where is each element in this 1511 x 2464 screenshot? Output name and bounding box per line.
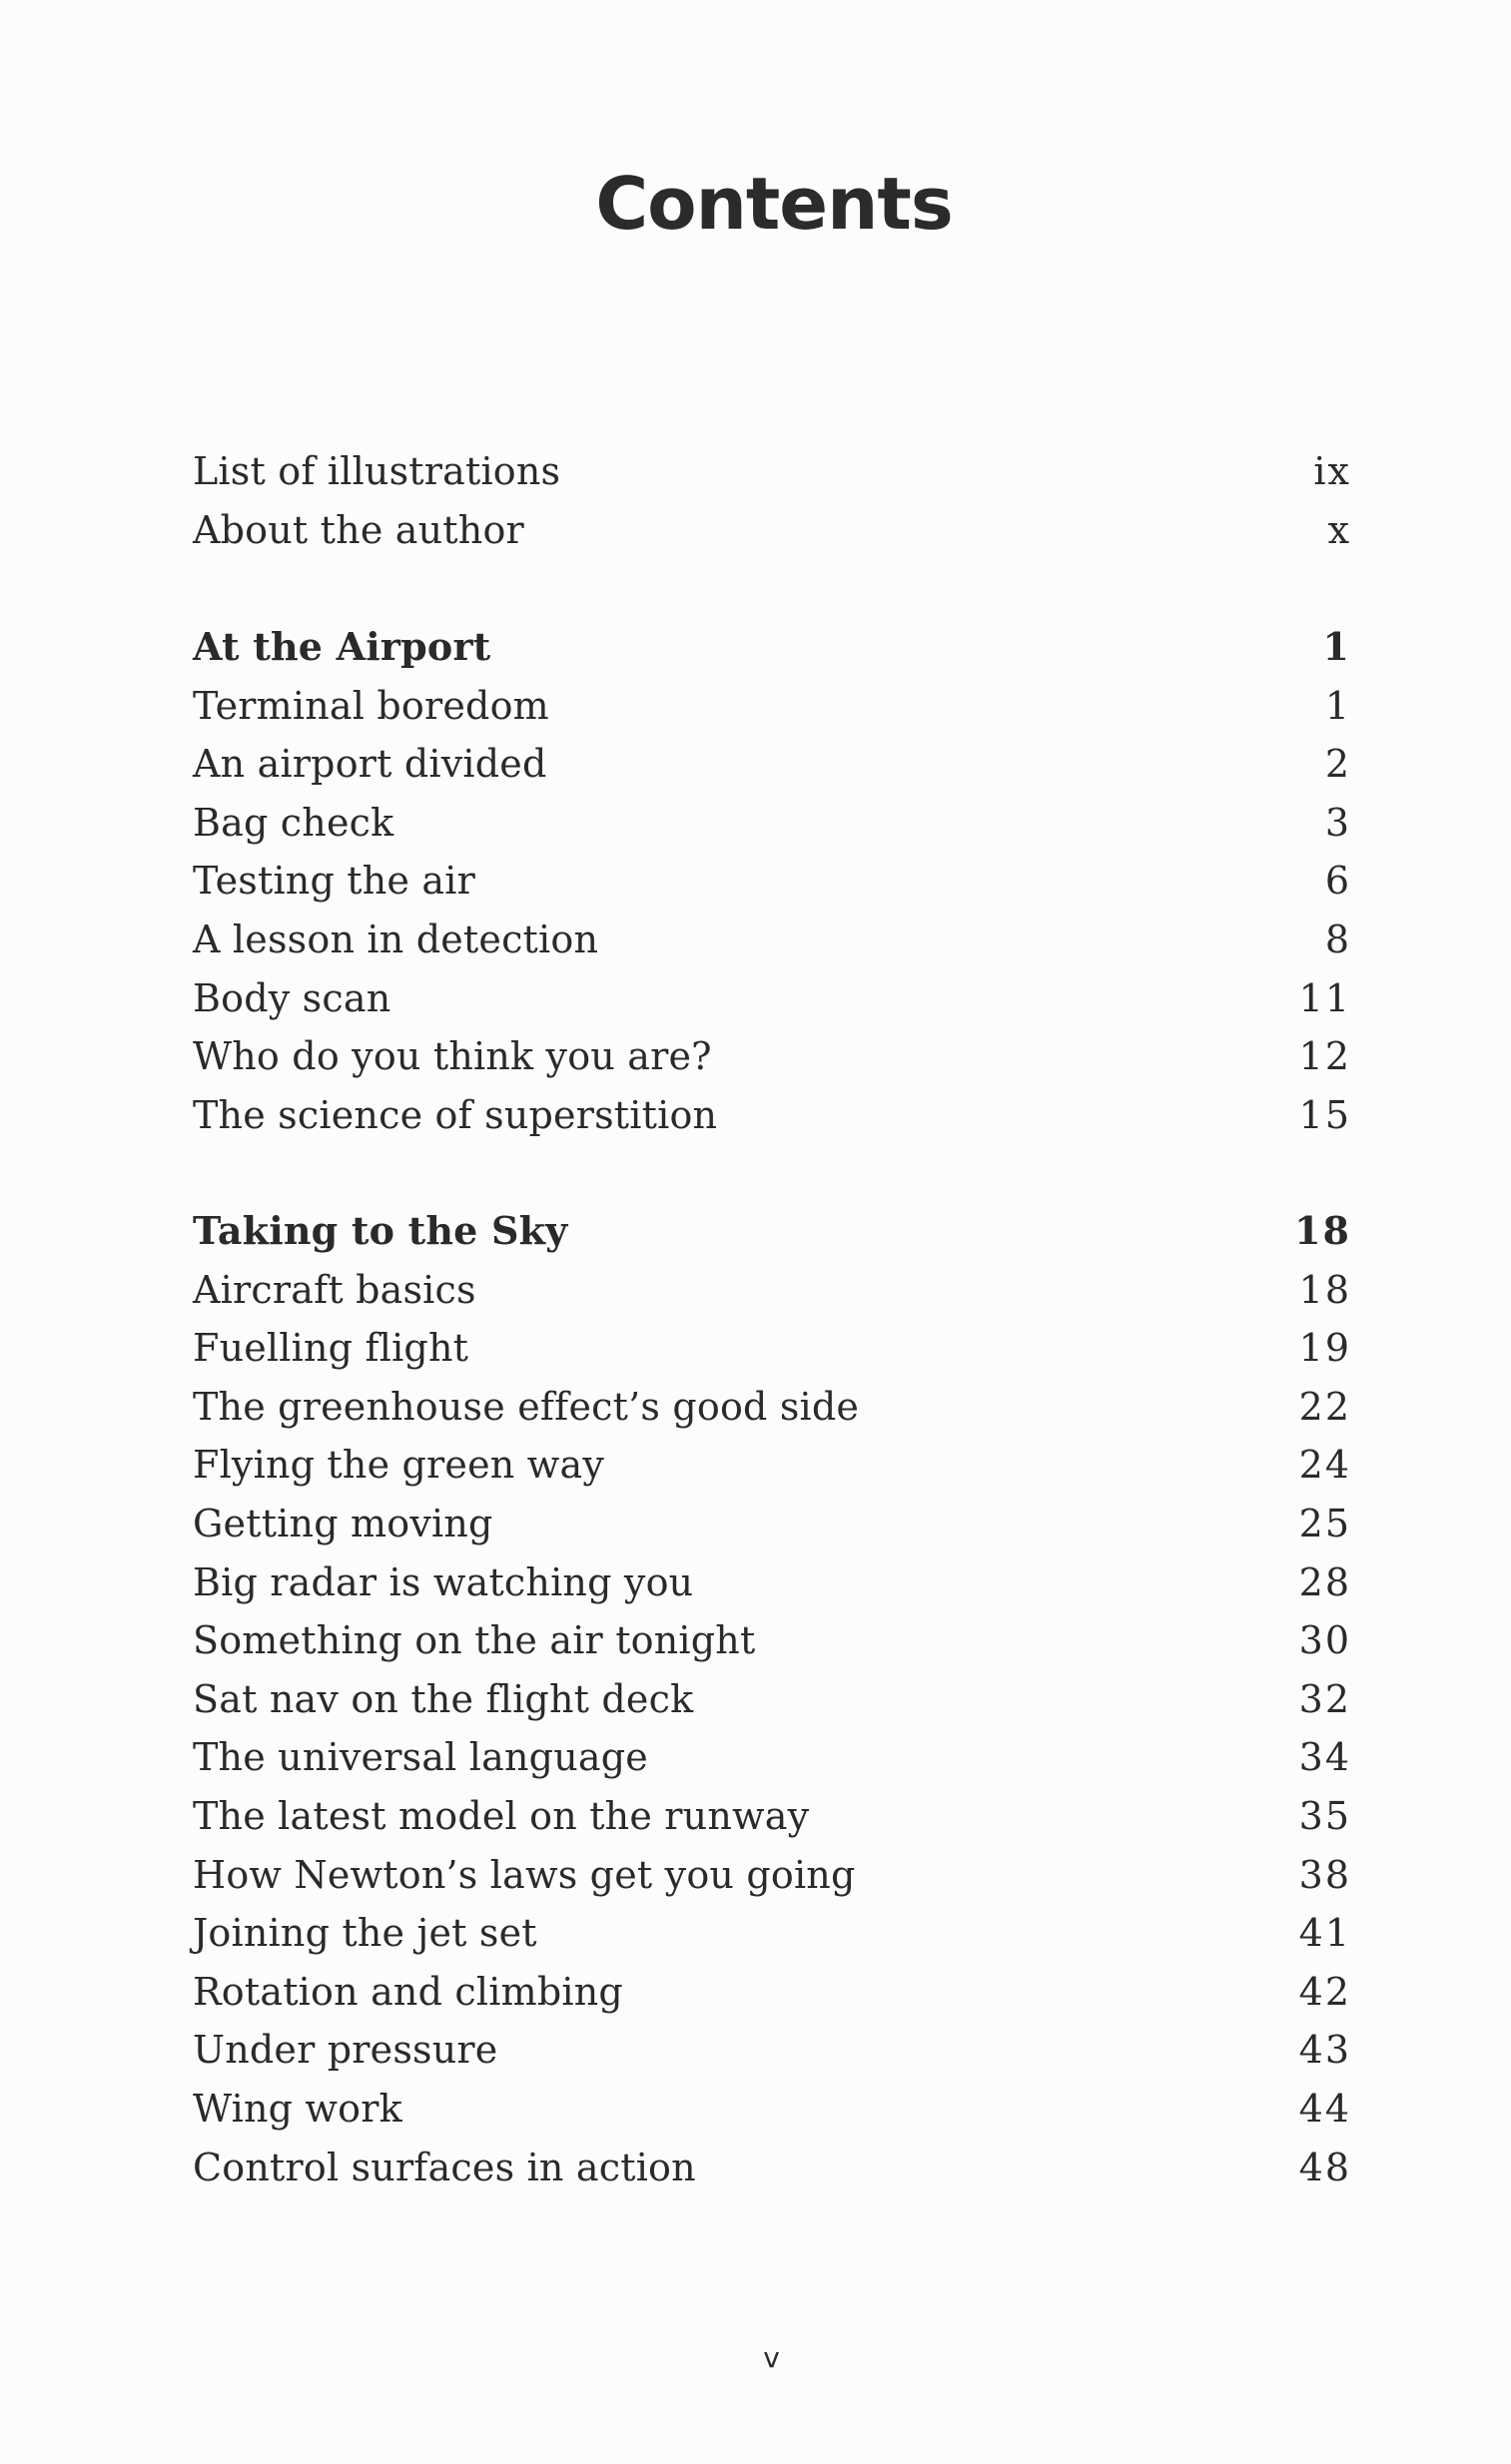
toc-entry-title: Joining the jet set [193,1911,537,1956]
toc-entry-page: 28 [1298,1559,1351,1604]
toc-entry-title: Fuelling flight [193,1326,469,1371]
toc-entry[interactable] [193,1086,1351,1145]
toc-entry-title: Wing work [193,2086,402,2131]
toc-entry-title: Testing the air [193,859,475,904]
toc-entry[interactable] [193,852,1351,911]
toc-entry-page: 35 [1298,1793,1351,1838]
toc-entry[interactable] [193,1495,1351,1553]
toc-entry[interactable] [193,2139,1351,2197]
toc-entry[interactable] [193,1728,1351,1787]
toc-entry-page: 18 [1298,1267,1351,1312]
toc-part-heading[interactable] [193,1202,1351,1261]
toc-entry-title: The greenhouse effect’s good side [193,1384,860,1429]
toc-entry-title: Control surfaces in action [193,2145,696,2189]
toc-entry-page: 32 [1298,1676,1351,1721]
toc-entry-title: About the author [193,507,524,552]
toc-entry-title: Who do you think you are? [193,1034,712,1079]
toc-entry-title: Terminal boredom [193,683,549,728]
toc-entry[interactable] [193,1553,1351,1612]
part-at-the-airport [193,618,1351,1144]
toc-entry-title: Getting moving [193,1501,493,1545]
toc-entry[interactable] [193,1670,1351,1729]
toc-entry-title: The universal language [193,1735,648,1780]
toc-entry-page: 6 [1324,859,1351,904]
toc-entry-page: x [1327,507,1351,552]
toc-entry-title: A lesson in detection [193,917,599,961]
toc-entry-page: 42 [1298,1969,1351,2014]
toc-entry-page: 44 [1298,2086,1351,2131]
toc-entry-page: 1 [1324,683,1351,728]
toc-entry[interactable] [193,1846,1351,1905]
toc-entry[interactable] [193,1787,1351,1846]
toc-entry-page: 3 [1324,800,1351,845]
toc-entry-page: 15 [1298,1092,1351,1137]
toc-entry-title: Big radar is watching you [193,1559,694,1604]
toc-entry-page: ix [1313,449,1351,493]
toc-entry-title: The science of superstition [193,1092,718,1137]
part-taking-to-the-sky [193,1202,1351,2196]
toc-entry-page: 8 [1324,917,1351,961]
toc-entry-page: 24 [1298,1443,1351,1488]
toc-entry[interactable] [193,2080,1351,2139]
toc-entry[interactable] [193,794,1351,853]
toc-entry-title: Flying the green way [193,1443,604,1488]
toc-entry[interactable] [193,442,1351,501]
toc-part-title: At the Airport [193,624,491,669]
toc-entry[interactable] [193,1027,1351,1086]
toc-entry-page: 48 [1298,2145,1351,2189]
toc-entry-title: Something on the air tonight [193,1618,756,1663]
toc-entry[interactable] [193,2021,1351,2080]
toc-entry[interactable] [193,1261,1351,1320]
toc-entry-title: The latest model on the runway [193,1793,810,1838]
toc-entry-title: Aircraft basics [193,1267,476,1312]
toc-entry-title: Under pressure [193,2028,498,2073]
toc-entry[interactable] [193,969,1351,1028]
toc-entry-title: Sat nav on the flight deck [193,1676,694,1721]
toc-entry[interactable] [193,735,1351,794]
page-number: v [763,2341,780,2374]
toc-entry[interactable] [193,1611,1351,1670]
toc-part-page: 18 [1294,1208,1351,1253]
toc-entry[interactable] [193,1963,1351,2022]
toc-entry[interactable] [193,1378,1351,1437]
toc-entry[interactable] [193,1319,1351,1378]
toc-entry[interactable] [193,1904,1351,1963]
toc-entry-page: 22 [1298,1384,1351,1429]
toc-entry[interactable] [193,677,1351,736]
front-matter-list [193,442,1351,559]
toc-entry[interactable] [193,911,1351,969]
toc-entry-page: 43 [1298,2028,1351,2073]
toc-entry-page: 30 [1298,1618,1351,1663]
toc-entry-title: An airport divided [193,742,547,787]
toc-entry-page: 11 [1298,975,1351,1020]
toc-entry-page: 12 [1298,1034,1351,1079]
toc-entry[interactable] [193,1436,1351,1495]
toc-entry-page: 19 [1298,1326,1351,1371]
toc-entry-page: 2 [1324,742,1351,787]
toc-entry-page: 38 [1298,1852,1351,1897]
toc-part-title: Taking to the Sky [193,1208,568,1253]
toc-part-heading[interactable] [193,618,1351,677]
toc-entry-page: 41 [1298,1911,1351,1956]
page-title: Contents [595,162,953,246]
toc-entry-title: How Newton’s laws get you going [193,1852,856,1897]
toc-entry-title: List of illustrations [193,449,561,493]
toc-part-page: 1 [1322,624,1351,669]
toc-entry[interactable] [193,501,1351,560]
toc-entry-title: Bag check [193,800,394,845]
toc-entry-page: 25 [1298,1501,1351,1545]
toc-entry-page: 34 [1298,1735,1351,1780]
toc-entry-title: Rotation and climbing [193,1969,623,2014]
toc-entry-title: Body scan [193,975,391,1020]
